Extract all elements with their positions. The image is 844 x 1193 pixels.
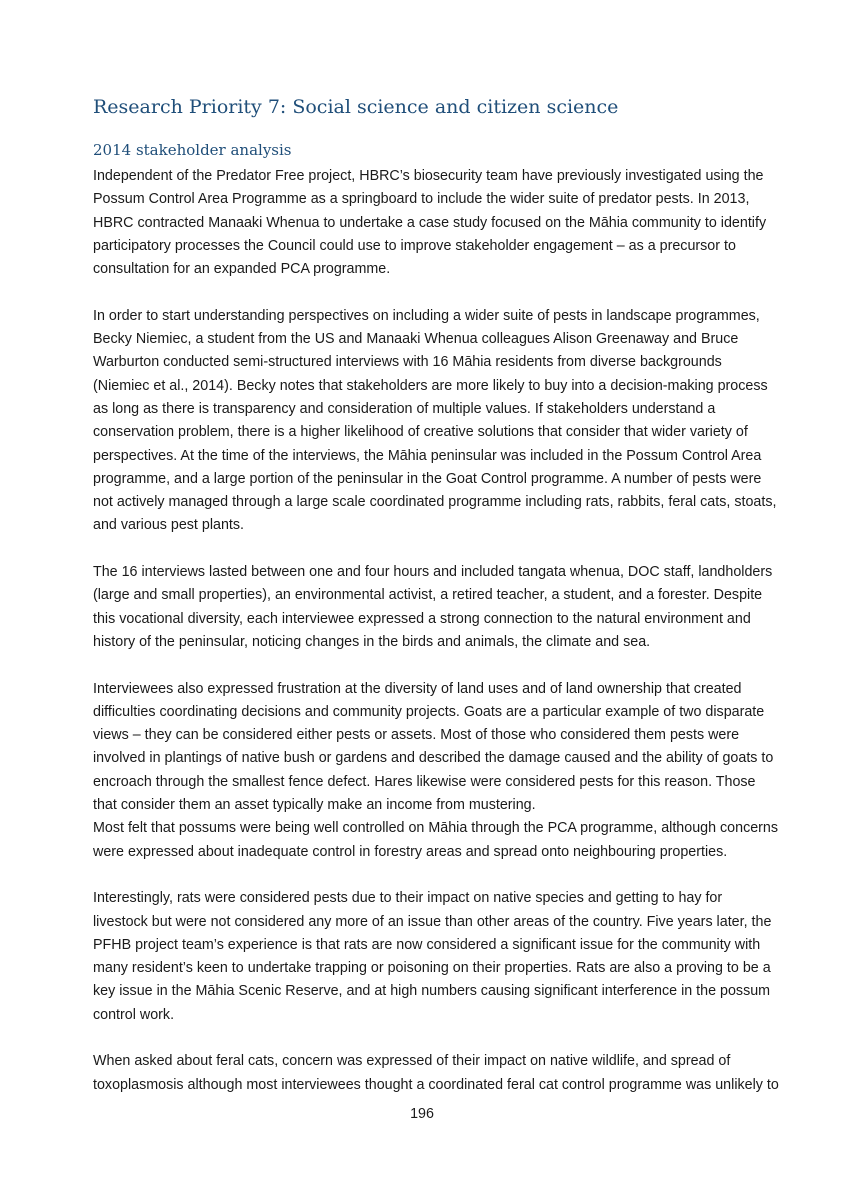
text-line: conservation problem, there is a higher likelihood of creative solutions that consider that wider variety of [93, 424, 748, 441]
text-line: Possum Control Area Programme as a springboard to include the wider suite of predator pests. In 2013, [93, 191, 750, 208]
paragraph [93, 165, 767, 281]
text-line: participatory processes the Council could use to improve stakeholder engagement – as a precursor to [93, 237, 736, 254]
text-line: toxoplasmosis although most interviewees thought a coordinated feral cat control programme was unlikely to [93, 1076, 779, 1093]
text-line: views – they can be considered either pests or assets. Most of those who considered them pests were [93, 727, 740, 744]
paragraph [93, 305, 777, 538]
paragraph-gap [93, 1027, 753, 1050]
text-line: Warburton conducted semi-structured interviews with 16 Māhia residents from diverse backgrounds [93, 354, 722, 371]
text-line: When asked about feral cats, concern was expressed of their impact on native wildlife, and spread of [93, 1053, 731, 1070]
text-line: as long as there is transparency and consideration of multiple values. If stakeholders understand a [93, 400, 716, 417]
text-line: Interestingly, rats were considered pests due to their impact on native species and getting to hay for [93, 890, 723, 907]
text-line: perspectives. At the time of the interviews, the Māhia peninsular was included in the Possum Control Area [93, 447, 762, 464]
paragraph-gap [93, 281, 753, 304]
text-line: this vocational diversity, each interviewee expressed a strong connection to the natural environment and [93, 610, 751, 627]
text-line: key issue in the Māhia Scenic Reserve, and at high numbers causing significant interference in the possum [93, 983, 771, 1000]
text-line: were expressed about inadequate control in forestry areas and spread onto neighbouring properties. [93, 843, 728, 860]
text-line: livestock but were not considered any more of an issue than other areas of the country. Five years later, the [93, 913, 772, 930]
paragraph [93, 817, 779, 864]
text-line: encroach through the smallest fence defect. Hares likewise were considered pests for this reason. Those [93, 773, 756, 790]
text-line: Becky Niemiec, a student from the US and Manaaki Whenua colleagues Alison Greenaway and Bruce [93, 331, 739, 348]
paragraph [93, 561, 773, 654]
text-line: The 16 interviews lasted between one and four hours and included tangata whenua, DOC staff, landholders [93, 564, 773, 581]
text-line: (large and small properties), an environmental activist, a retired teacher, a student, and a forester. Despite [93, 587, 763, 604]
paragraph [93, 1050, 779, 1097]
text-line: involved in plantings of native bush or gardens and described the damage caused and the ability of goats to [93, 750, 774, 767]
text-line: and various pest plants. [93, 517, 245, 534]
text-line: many resident’s keen to undertake trapping or poisoning on their properties. Rats are also a proving to be a [93, 960, 771, 977]
text-line: Most felt that possums were being well controlled on Māhia through the PCA programme, although concerns [93, 820, 779, 837]
text-line: HBRC contracted Manaaki Whenua to undertake a case study focused on the Māhia community to identify [93, 214, 767, 231]
text-line: that consider them an asset typically make an income from mustering. [93, 797, 536, 814]
paragraph-gap [93, 538, 753, 561]
paragraph [93, 887, 772, 1027]
page-number: 196 [410, 1106, 434, 1122]
text-line: consultation for an expanded PCA programme. [93, 261, 391, 278]
text-line: not actively managed through a large scale coordinated programme including rats, rabbits, feral cats, stoats, [93, 494, 777, 511]
section-heading: Research Priority 7: Social science and citizen science [93, 96, 619, 118]
text-line: Independent of the Predator Free project, HBRC’s biosecurity team have previously investigated using the [93, 168, 764, 184]
subsection-heading: 2014 stakeholder analysis [93, 141, 292, 159]
paragraph-gap [93, 654, 753, 677]
text-line: In order to start understanding perspectives on including a wider suite of pests in landscape programmes, [93, 307, 760, 324]
text-line: history of the peninsular, noticing changes in the birds and animals, the climate and sea. [93, 633, 651, 650]
text-line: control work. [93, 1006, 175, 1023]
text-line: Interviewees also expressed frustration at the diversity of land uses and of land ownership that created [93, 680, 742, 697]
text-line: programme, and a large portion of the peninsular in the Goat Control programme. A number of pests were [93, 470, 762, 487]
paragraph [93, 678, 774, 818]
text-line: PFHB project team’s experience is that rats are now considered a significant issue for the community with [93, 936, 761, 953]
text-line: (Niemiec et al., 2014). Becky notes that stakeholders are more likely to buy into a decision-making process [93, 377, 768, 394]
body-text [93, 165, 779, 1097]
text-line: difficulties coordinating decisions and community projects. Goats are a particular example of two disparate [93, 703, 765, 720]
paragraph-gap [93, 864, 753, 887]
